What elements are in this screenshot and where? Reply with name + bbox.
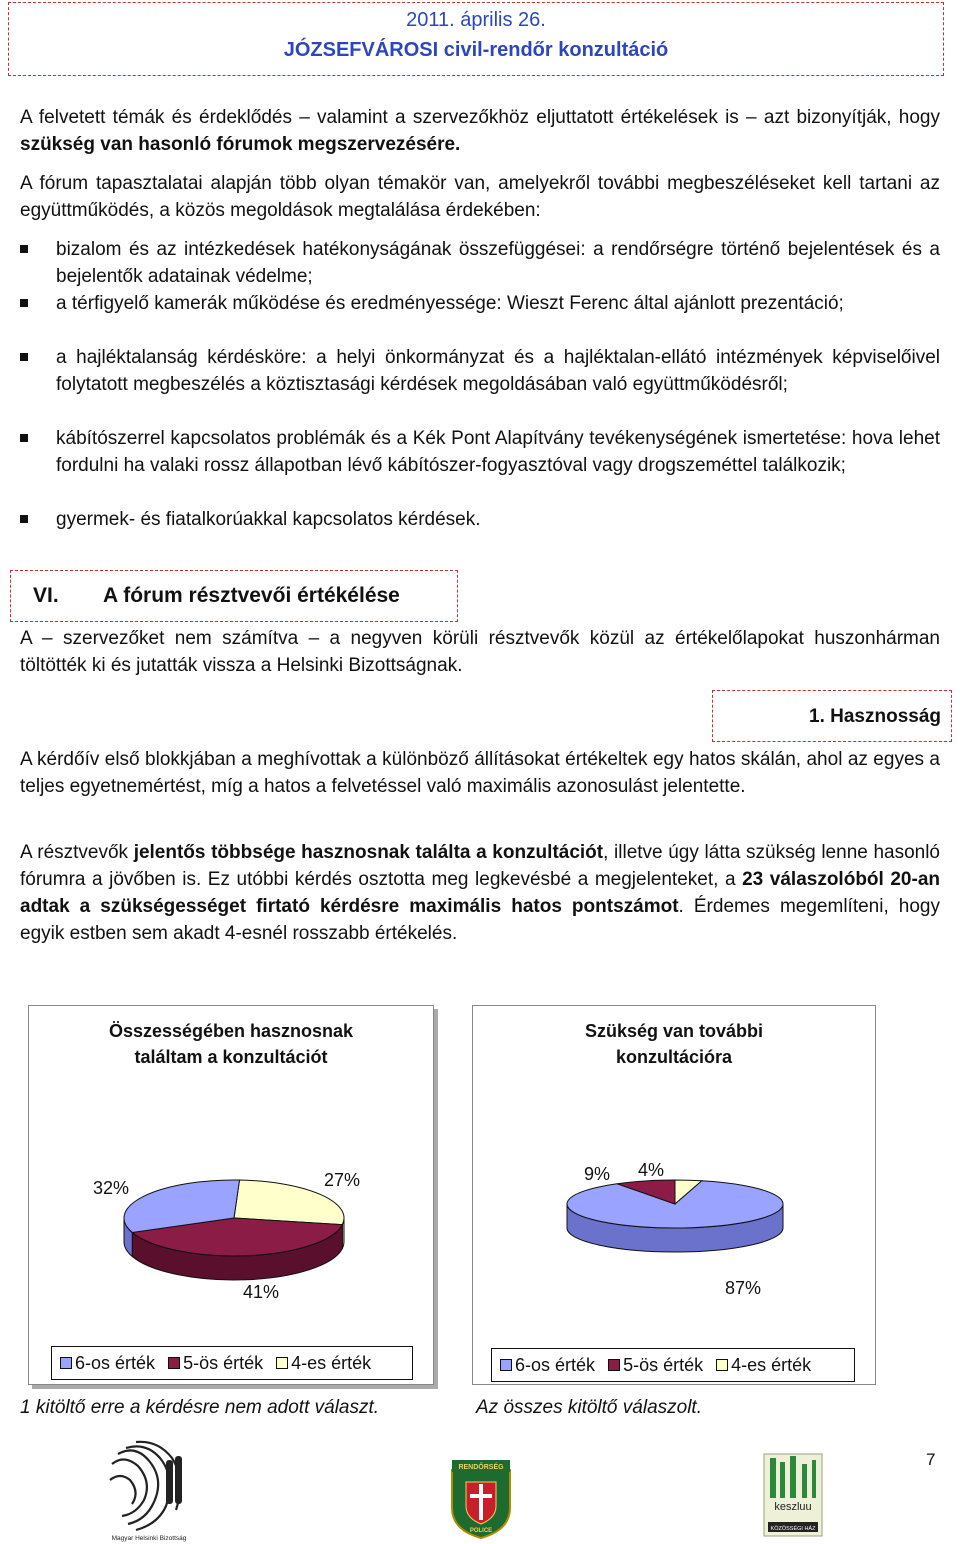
chart-title-line2: konzultációra	[615, 1047, 733, 1067]
bullet-item	[20, 236, 940, 290]
helsinki-logo-text: Magyar Helsinki Bizottság	[111, 1535, 187, 1542]
result-bold-1: jelentős többsége hasznosnak találta a konzultációt	[133, 842, 604, 863]
intro-paragraph	[20, 104, 940, 158]
helsinki-logo	[106, 1440, 192, 1544]
intro-text: A felvetett témák és érdeklődés – valamint a szervezőkhöz eljuttatott értékelések is – azt bizonyítják, hogy	[20, 107, 940, 128]
legend-label-four: 4-es érték	[291, 1353, 372, 1373]
legend-item-four	[716, 1349, 811, 1381]
chart-usefulness	[28, 1005, 434, 1385]
legend-item-five	[168, 1347, 263, 1379]
pie-data-label: 41%	[242, 1282, 280, 1302]
bullet-square-icon	[20, 353, 28, 361]
bullet-square-icon	[20, 299, 28, 307]
section-heading	[10, 570, 458, 622]
bullet-square-icon	[20, 434, 28, 442]
keszulu-logo	[762, 1452, 824, 1538]
intro-bold: szükség van hasonló fórumok megszervezésére.	[20, 134, 461, 155]
legend-item-five	[608, 1349, 703, 1381]
legend-swatch-six	[500, 1359, 512, 1371]
legend-label-four: 4-es érték	[731, 1355, 812, 1375]
chart-caption-2: Az összes kitöltő válaszolt.	[476, 1397, 702, 1418]
pie-data-label: 87%	[724, 1278, 762, 1298]
bullet-text: bizalom és az intézkedések hatékonyságának összefüggései: a rendőrségre történő bejelentések és a bejelentők adatainak védelme;	[56, 239, 940, 287]
police-bottom-text: POLICE	[469, 1528, 493, 1534]
keszulu-text: keszluu	[774, 1501, 812, 1513]
legend-label-six: 6-os érték	[75, 1353, 156, 1373]
legend-label-six: 6-os érték	[515, 1355, 596, 1375]
chart-caption-1: 1 kitöltő erre a kérdésre nem adott választ.	[20, 1397, 380, 1418]
pie-data-label: 4%	[637, 1160, 665, 1180]
legend-swatch-four	[716, 1359, 728, 1371]
police-emblem	[446, 1458, 516, 1540]
chart-need-more	[472, 1005, 876, 1385]
scale-paragraph: A kérdőív első blokkjában a meghívottak a különböző állításokat értékeltek egy hatos skálán, ahol az egyes a teljes egyetnemértést, míg a hatos a felvetéssel való maximális azonosulást jelentette.	[20, 749, 940, 797]
bullet-text: a hajléktalanság kérdésköre: a helyi önkormányzat és a hajléktalan-ellátó intézmények képviselőivel folytatott megbeszélés a köztisztasági kérdések megoldásában való együttműködésről;	[56, 347, 940, 395]
legend-swatch-five	[608, 1359, 620, 1371]
bullet-item	[20, 290, 940, 317]
pie-chart-usefulness	[29, 1006, 435, 1346]
section-number: VI.	[33, 584, 59, 607]
bullet-item	[20, 425, 940, 479]
pie-data-label: 32%	[92, 1178, 130, 1198]
section-paragraph: A – szervezőket nem számítva – a negyven körüli résztvevők közül az értékelőlapokat huszonhárman töltötték ki és jutatták vissza a Helsinki Bizottságnak.	[20, 628, 940, 676]
police-top-text: RENDŐRSÉG	[458, 1464, 504, 1471]
legend-item-four	[276, 1347, 371, 1379]
pie-data-label: 9%	[583, 1164, 611, 1184]
page-number: 7	[926, 1450, 936, 1469]
chart-legend	[491, 1348, 855, 1382]
bullet-square-icon	[20, 515, 28, 523]
keszulu-code: KÖZÖSSÉGI HÁZ	[770, 1526, 816, 1532]
result-text-3: . Érdemes megemlíteni, hogy egyik estben sem akadt 4-esnél rosszabb értékelés.	[20, 896, 940, 944]
pie-chart-need-more	[473, 1006, 877, 1346]
bullet-item	[20, 344, 940, 398]
result-text-2: , illetve úgy látta szükség lenne hasonló fórumra a jövőben is. Ez utóbbi kérdés osztotta meg legkevésbé a megjelenteket, a	[20, 842, 940, 890]
pie-data-label: 27%	[323, 1170, 361, 1190]
topics-intro: A fórum tapasztalatai alapján több olyan témakör van, amelyekről további megbeszéléseket kell tartani az együttműködés, a közös megoldások megtalálása érdekében:	[20, 173, 940, 221]
result-paragraph	[20, 839, 940, 947]
legend-label-five: 5-ös érték	[183, 1353, 264, 1373]
bullet-text: gyermek- és fiatalkorúakkal kapcsolatos kérdések.	[56, 509, 481, 530]
legend-item-six	[500, 1349, 595, 1381]
legend-item-six	[60, 1347, 155, 1379]
legend-swatch-four	[276, 1357, 288, 1369]
chart-title-line1: Szükség van további	[584, 1021, 764, 1041]
legend-label-five: 5-ös érték	[623, 1355, 704, 1375]
legend-swatch-six	[60, 1357, 72, 1369]
page-header	[8, 2, 944, 76]
header-date: 2011. április 26.	[406, 9, 546, 31]
section-title: A fórum résztvevői értékélése	[103, 584, 400, 607]
chart-title-line2: találtam a konzultációt	[134, 1047, 328, 1067]
legend-swatch-five	[168, 1357, 180, 1369]
result-bold-2: 23 válaszolóból 20-an adtak a szükségességet firtató kérdésre maximális hatos pontszámot	[20, 869, 940, 917]
result-text-1: A résztvevők	[20, 842, 134, 863]
subsection-heading: 1. Hasznosság	[712, 690, 952, 742]
bullet-square-icon	[20, 245, 28, 253]
chart-legend	[51, 1346, 413, 1380]
bullet-item	[20, 506, 940, 533]
chart-title-line1: Összességében hasznosnak	[108, 1021, 354, 1041]
header-title: JÓZSEFVÁROSI civil-rendőr konzultáció	[283, 39, 669, 61]
bullet-text: kábítószerrel kapcsolatos problémák és a Kék Pont Alapítvány tevékenységének ismertetése: hova lehet fordulni ha valaki rossz állapotban lévő kábítószer-fogyasztóval vagy drogszeméttel találkozik;	[56, 428, 940, 476]
bullet-text: a térfigyelő kamerák működése és eredményessége: Wieszt Ferenc által ajánlott prezentáció;	[56, 293, 844, 314]
